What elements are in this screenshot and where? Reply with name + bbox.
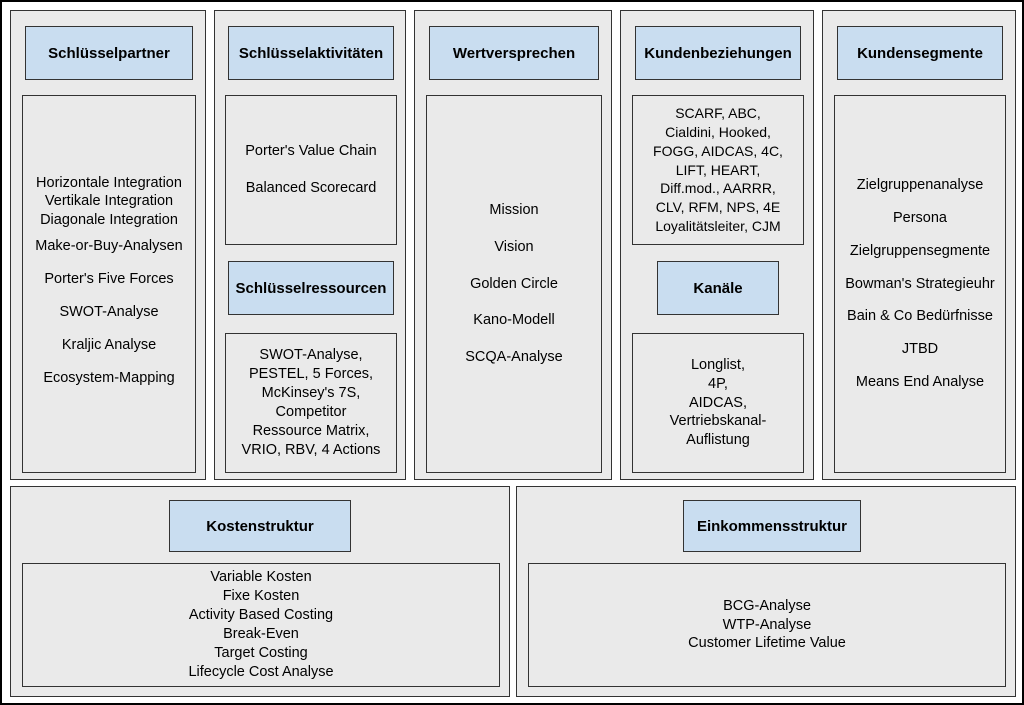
block-content-key-activities [225, 95, 397, 245]
list-item: BCG-Analyse [723, 597, 811, 614]
list-item: Vision [494, 238, 534, 255]
block-header-key-activities: Schlüsselaktivitäten [228, 26, 394, 80]
block-header-cost-structure: Kostenstruktur [169, 500, 351, 552]
block-content-cost-structure [22, 563, 500, 687]
list-item: Porter's Five Forces [44, 271, 174, 287]
block-content-customer-segments [834, 95, 1006, 473]
block-header-customer-segments: Kundensegmente [837, 26, 1003, 80]
list-item: Mission [489, 201, 539, 218]
block-content-customer-relationships [632, 95, 804, 245]
block-header-key-partners: Schlüsselpartner [25, 26, 193, 80]
list-item: AIDCAS, [688, 394, 747, 411]
list-item: Cialdini, Hooked, [665, 123, 771, 140]
list-item: Balanced Scorecard [245, 180, 377, 196]
block-content-channels [632, 333, 804, 473]
block-revenue-structure [516, 486, 1016, 697]
list-item: SCARF, ABC, [675, 104, 761, 121]
list-item: Competitor [275, 404, 347, 420]
list-item: Bowman's Strategieuhr [845, 275, 995, 292]
list-item: Customer Lifetime Value [688, 635, 846, 652]
list-item: SWOT-Analyse, [259, 347, 363, 364]
list-item: Persona [892, 209, 947, 226]
list-item: Fixe Kosten [222, 588, 300, 605]
block-header-revenue-structure: Einkommensstruktur [683, 500, 861, 552]
list-item: LIFT, HEART, [675, 161, 761, 178]
list-item: Ecosystem-Mapping [43, 369, 175, 386]
block-customer-segments [822, 10, 1016, 480]
list-item: WTP-Analyse [722, 616, 812, 633]
list-item: Vertriebskanal- [669, 413, 767, 430]
list-item: Loyalitätsleiter, CJM [655, 218, 781, 235]
block-content-value-proposition [426, 95, 602, 473]
block-content-key-partners [22, 95, 196, 473]
list-item: CLV, RFM, NPS, 4E [655, 199, 781, 216]
list-item: Kraljic Analyse [61, 336, 157, 353]
list-item: Means End Analyse [855, 374, 985, 391]
list-item: Bain & Co Bedürfnisse [847, 308, 993, 325]
list-item: Porter's Value Chain [245, 143, 377, 160]
list-item: Zielgruppenanalyse [856, 177, 984, 194]
block-key-activities-resources [214, 10, 406, 480]
list-item: FOGG, AIDCAS, 4C, [653, 142, 783, 159]
list-item: SWOT-Analyse [59, 303, 159, 320]
list-item: JTBD [901, 341, 939, 358]
list-item: Golden Circle [470, 275, 558, 292]
list-item: Zielgruppensegmente [849, 242, 991, 259]
list-item: VRIO, RBV, 4 Actions [241, 441, 381, 458]
list-item: Auflistung [686, 432, 750, 449]
list-item: Longlist, [690, 356, 745, 373]
list-item: Ressource Matrix, [252, 422, 370, 439]
list-item: Kano-Modell [473, 312, 555, 329]
list-item: Horizontale Integration [36, 174, 182, 191]
block-content-revenue-structure [528, 563, 1006, 687]
block-content-key-resources [225, 333, 397, 473]
list-item: Break-Even [223, 626, 299, 642]
block-header-key-resources: Schlüsselressourcen [228, 261, 394, 315]
block-header-value-proposition: Wertversprechen [429, 26, 599, 80]
list-item: SCQA-Analyse [465, 349, 563, 366]
list-item: Diff.mod., AARRR, [660, 180, 776, 197]
list-item: Target Costing [214, 644, 308, 661]
list-item: Diagonale Integration [40, 212, 178, 229]
block-header-channels: Kanäle [657, 261, 779, 315]
list-item: 4P, [708, 375, 728, 392]
block-value-proposition [414, 10, 612, 480]
list-item: Variable Kosten [210, 569, 312, 586]
block-cost-structure [10, 486, 510, 697]
block-key-partners [10, 10, 206, 480]
list-item: PESTEL, 5 Forces, [248, 366, 374, 383]
list-item: Lifecycle Cost Analyse [188, 663, 334, 680]
block-customer-relationships-channels [620, 10, 814, 480]
list-item: McKinsey's 7S, [261, 385, 361, 402]
list-item: Activity Based Costing [188, 607, 334, 624]
list-item: Make-or-Buy-Analysen [35, 238, 183, 255]
block-header-customer-relationships: Kundenbeziehungen [635, 26, 801, 80]
list-item: Vertikale Integration [44, 193, 174, 210]
